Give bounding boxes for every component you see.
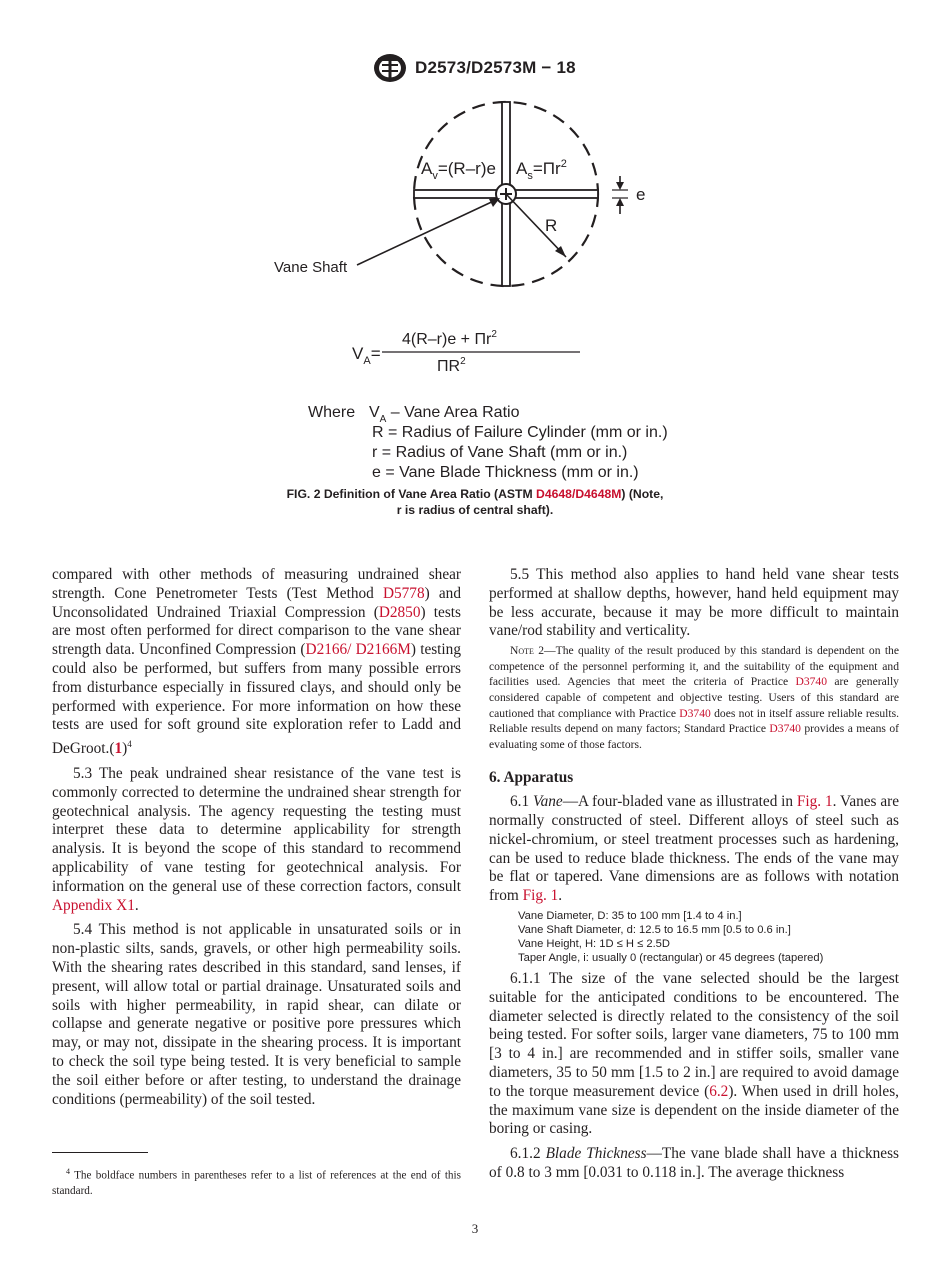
link-section-6-2[interactable]: 6.2 bbox=[709, 1082, 729, 1100]
link-appendix-x1[interactable]: Appendix X1 bbox=[52, 896, 135, 914]
formula-denominator: $\Pi R^2$ bbox=[437, 356, 466, 375]
r-label: R bbox=[545, 216, 558, 235]
vane-area-figure bbox=[0, 90, 950, 490]
dimension-item: Taper Angle, i: usually 0 (rectangular) or 45 degrees (tapered) bbox=[518, 951, 824, 964]
as-label: $A_s=\Pi r^2$ bbox=[516, 158, 567, 182]
e-label: e bbox=[636, 185, 646, 204]
standard-designation: D2573/D2573M − 18 bbox=[415, 58, 576, 77]
section-heading-apparatus: 6. Apparatus bbox=[489, 769, 574, 787]
paragraph-5-3: 5.3 The peak undrained shear resistance of the vane test is commonly corrected to determine the undrained shear strength for geotechnical analysis. The agency requesting the testing must interpret these data to determine applicability for strength analysis. It is beyond the scope of this standard to recommend applicability of vane testing for geotechnical analysis. For information on the general use of these correction factors, consult Appendix X1. bbox=[52, 765, 461, 914]
link-d5778[interactable]: D5778 bbox=[382, 584, 425, 602]
link-d4648[interactable]: D4648/D4648M bbox=[536, 487, 622, 501]
link-d3740-c[interactable]: D3740 bbox=[769, 722, 801, 736]
left-column bbox=[52, 566, 461, 1109]
dimension-item: Vane Height, H: 1D ≤ H ≤ 2.5D bbox=[518, 937, 670, 950]
page-number: 3 bbox=[471, 1221, 479, 1236]
footnote-marker: 4 bbox=[127, 739, 132, 750]
link-d2850[interactable]: D2850 bbox=[378, 603, 421, 621]
link-d2166[interactable]: D2166/ D2166M bbox=[305, 641, 411, 659]
right-column bbox=[489, 566, 899, 1183]
link-fig-1-b[interactable]: Fig. 1 bbox=[522, 887, 559, 905]
vane-shaft-label: Vane Shaft bbox=[274, 259, 348, 276]
footnote-rule bbox=[52, 1152, 148, 1153]
formula-lhs: $V_A=$ bbox=[352, 344, 381, 367]
paragraph-5-4: 5.4 This method is not applicable in unsaturated soils or in non-plastic silts, sands, gravels, or other high permeability soils. With the shearing rates described in this standard, sand lenses, if present, will allow total or partial drainage. Unsaturated soils and soils with higher permeability, in rapid shear, can dilate or collapse and generate negative or positive pore pressures which may, or may not, dissipate in the shearing process. It is important to check the soil type being tested. It is very beneficial to sample the soil either before or after testing, to understand the drainage conditions (permeability) of the soil tested. bbox=[52, 921, 461, 1108]
dimension-item: Vane Diameter, D: 35 to 100 mm [1.4 to 4 in.] bbox=[518, 909, 742, 922]
paragraph-6-1-2: 6.1.2 Blade Thickness—The vane blade shall have a thickness of 0.8 to 3 mm [0.031 to 0.118 in.]. The average thickness bbox=[489, 1145, 900, 1181]
dimension-item: Vane Shaft Diameter, d: 12.5 to 16.5 mm [0.5 to 0.6 in.] bbox=[518, 923, 791, 936]
paragraph-6-1-1: 6.1.1 The size of the vane selected should be the largest suitable for the anticipated conditions to be encountered. The diameter selected is directly related to the consistency of the soil being tested. For softer soils, larger vane diameters, 75 to 100 mm [3 to 4 in.] are recommended and in stiffer soils, smaller vane diameters, 35 to 50 mm [1.5 to 2 in.] are required to avoid damage to the torque measurement device (6.2). When used in drill holes, the maximum vane size is dependent on the inside diameter of the boring or casing. bbox=[489, 969, 899, 1138]
reference-link-1[interactable]: 1 bbox=[114, 740, 123, 758]
note-2: Note 2—The quality of the result produced by this standard is dependent on the competence of the personnel performing it, and the suitability of the equipment and facilities used. Agencies that meet the criteria of Practice D3740 are generally considered capable of competent and objective testing. Users of this standard are cautioned that compliance with Practice D3740 does not in itself assure reliable results. Reliable results depend on many factors; Standard Practice D3740 provides a means of evaluating some of those factors. bbox=[489, 644, 899, 751]
legend-row-va: $V_A$ – Vane Area Ratio bbox=[369, 404, 520, 425]
figure-caption: FIG. 2 Definition of Vane Area Ratio (ASTM D4648/D4648M) (Note, r is radius of central shaft). bbox=[286, 487, 664, 517]
av-label: $A_v=(R-r)e$ bbox=[421, 159, 496, 182]
legend-row-e: e = Vane Blade Thickness (mm or in.) bbox=[372, 464, 639, 481]
legend-row-r-cap: R = Radius of Failure Cylinder (mm or in.) bbox=[372, 424, 668, 441]
formula-numerator: $4(R-r)e + \Pi r^2$ bbox=[402, 329, 497, 348]
link-d3740-b[interactable]: D3740 bbox=[679, 706, 711, 720]
astm-logo-icon bbox=[372, 52, 408, 84]
paragraph-5-2-continued: compared with other methods of measuring undrained shear strength. Cone Penetrometer Tests (Test Method D5778) and Unconsolidated Undrained Triaxial Compression (D2850) tests are most often performed for direct comparison to the vane shear strength data. Unconfined Compression (D2166/ D2166M) testing could also be performed, but suffers from many possible errors from disturbance especially in fissured clays, and should only be performed with experience. For more information on how these tests are used for soft ground site exploration refer to Ladd and $DeGroot.(1)^4$ bbox=[52, 566, 461, 758]
vane-dimensions-list bbox=[518, 909, 899, 965]
footnote-4: $^4$ The boldface numbers in parentheses refer to a list of references at the end of this standard. bbox=[52, 1167, 461, 1197]
paragraph-5-5: 5.5 This method also applies to hand held vane shear tests performed at shallow depths, however, hand held equipment may be less accurate, because it may be more difficult to maintain vane/rod stability and verticality. bbox=[489, 566, 899, 640]
link-d3740-a[interactable]: D3740 bbox=[795, 675, 828, 689]
legend-row-r: r = Radius of Vane Shaft (mm or in.) bbox=[372, 444, 628, 461]
paragraph-6-1: 6.1 Vane—A four-bladed vane as illustrated in Fig. 1. Vanes are normally constructed of steel. Different alloys of steel such as nickel-chromium, or steel treatment processes such as hardening, can be used to reduce blade thickness. The ends of the vane may be flat or tapered. Vane dimensions are as follows with notation from Fig. 1. bbox=[489, 793, 899, 905]
link-fig-1-a[interactable]: Fig. 1 bbox=[796, 793, 833, 811]
legend-where: Where bbox=[308, 404, 356, 421]
